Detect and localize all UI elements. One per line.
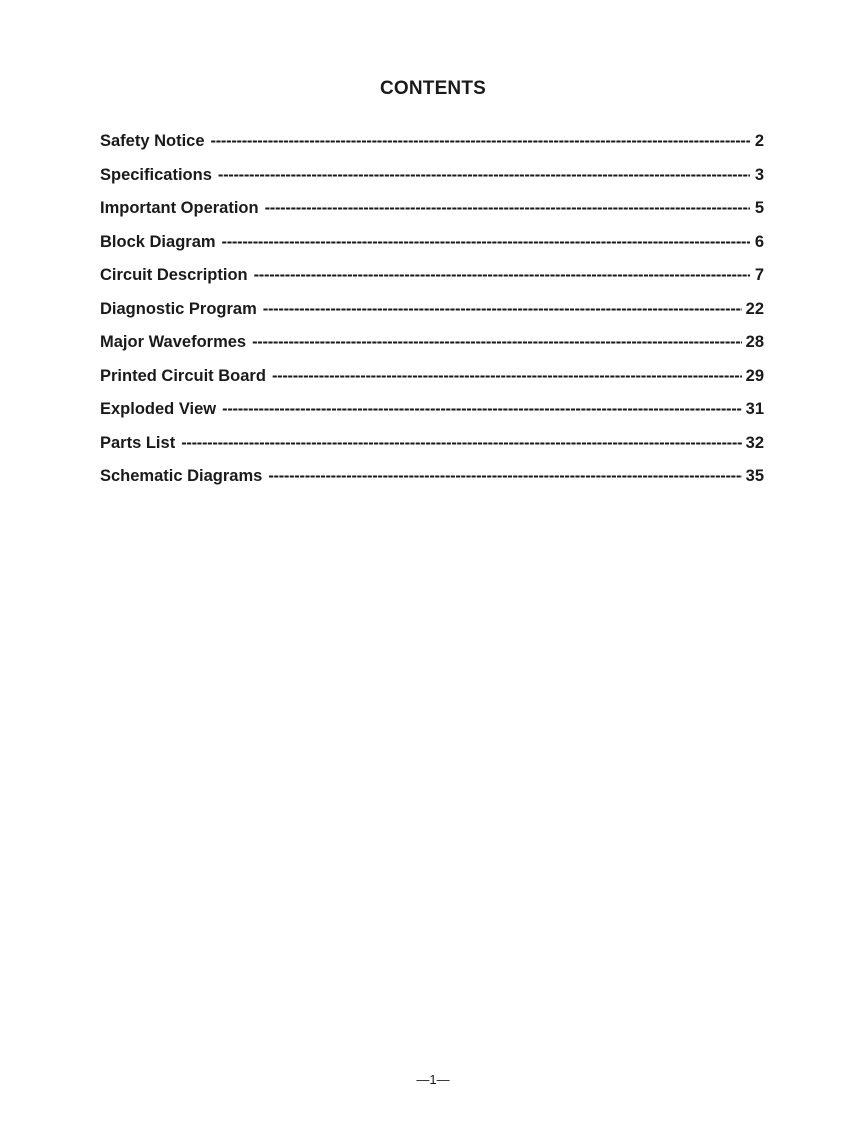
toc-entry-label: Diagnostic Program bbox=[100, 299, 257, 318]
toc-dot-leader bbox=[254, 266, 750, 285]
toc-entry-page: 6 bbox=[754, 232, 764, 251]
toc-entry-major-waveformes[interactable] bbox=[100, 333, 764, 367]
toc-entry-page: 32 bbox=[745, 433, 764, 452]
toc-entry-page: 3 bbox=[754, 165, 764, 184]
toc-entry-schematic-diagrams[interactable] bbox=[100, 467, 764, 501]
toc-dot-leader bbox=[211, 132, 750, 151]
toc-entry-label: Parts List bbox=[100, 433, 176, 452]
toc-entry-page: 35 bbox=[745, 467, 764, 485]
page-number: —1— bbox=[416, 1072, 450, 1087]
toc-entry-label: Printed Circuit Board bbox=[100, 366, 266, 385]
toc-entry-exploded-view[interactable] bbox=[100, 400, 764, 434]
toc-entry-label: Circuit Description bbox=[100, 266, 248, 284]
toc-entry-label: Major Waveformes bbox=[100, 333, 247, 351]
toc-entry-specifications[interactable] bbox=[100, 166, 764, 200]
toc-entry-parts-list[interactable] bbox=[100, 434, 764, 468]
toc-entry-label: Schematic Diagrams bbox=[100, 467, 263, 485]
toc-entry-label: Block Diagram bbox=[100, 232, 216, 251]
toc-entry-page: 5 bbox=[754, 199, 764, 217]
toc-dot-leader bbox=[263, 300, 742, 319]
toc-dot-leader bbox=[218, 166, 750, 185]
page-title: CONTENTS bbox=[379, 78, 487, 99]
table-of-contents bbox=[100, 132, 764, 501]
toc-entry-page: 29 bbox=[745, 366, 764, 385]
toc-entry-page: 7 bbox=[754, 266, 764, 284]
toc-entry-page: 31 bbox=[745, 400, 764, 418]
toc-entry-label: Specifications bbox=[100, 165, 212, 184]
toc-dot-leader bbox=[222, 233, 750, 252]
toc-entry-label: Exploded View bbox=[100, 400, 217, 418]
toc-entry-page: 28 bbox=[745, 333, 764, 351]
toc-entry-circuit-description[interactable] bbox=[100, 266, 764, 300]
toc-dot-leader bbox=[268, 467, 741, 486]
toc-dot-leader bbox=[252, 333, 742, 352]
toc-dot-leader bbox=[181, 434, 741, 453]
toc-entry-diagnostic-program[interactable] bbox=[100, 300, 764, 334]
toc-entry-label: Important Operation bbox=[100, 199, 259, 217]
toc-dot-leader bbox=[272, 367, 742, 386]
toc-entry-page: 2 bbox=[754, 132, 764, 150]
toc-entry-block-diagram[interactable] bbox=[100, 233, 764, 267]
toc-entry-label: Safety Notice bbox=[100, 132, 205, 150]
toc-entry-printed-circuit-board[interactable] bbox=[100, 367, 764, 401]
toc-dot-leader bbox=[222, 400, 741, 419]
toc-entry-safety-notice[interactable] bbox=[100, 132, 764, 166]
toc-dot-leader bbox=[265, 199, 750, 218]
toc-entry-page: 22 bbox=[745, 299, 764, 318]
toc-entry-important-operation[interactable] bbox=[100, 199, 764, 233]
